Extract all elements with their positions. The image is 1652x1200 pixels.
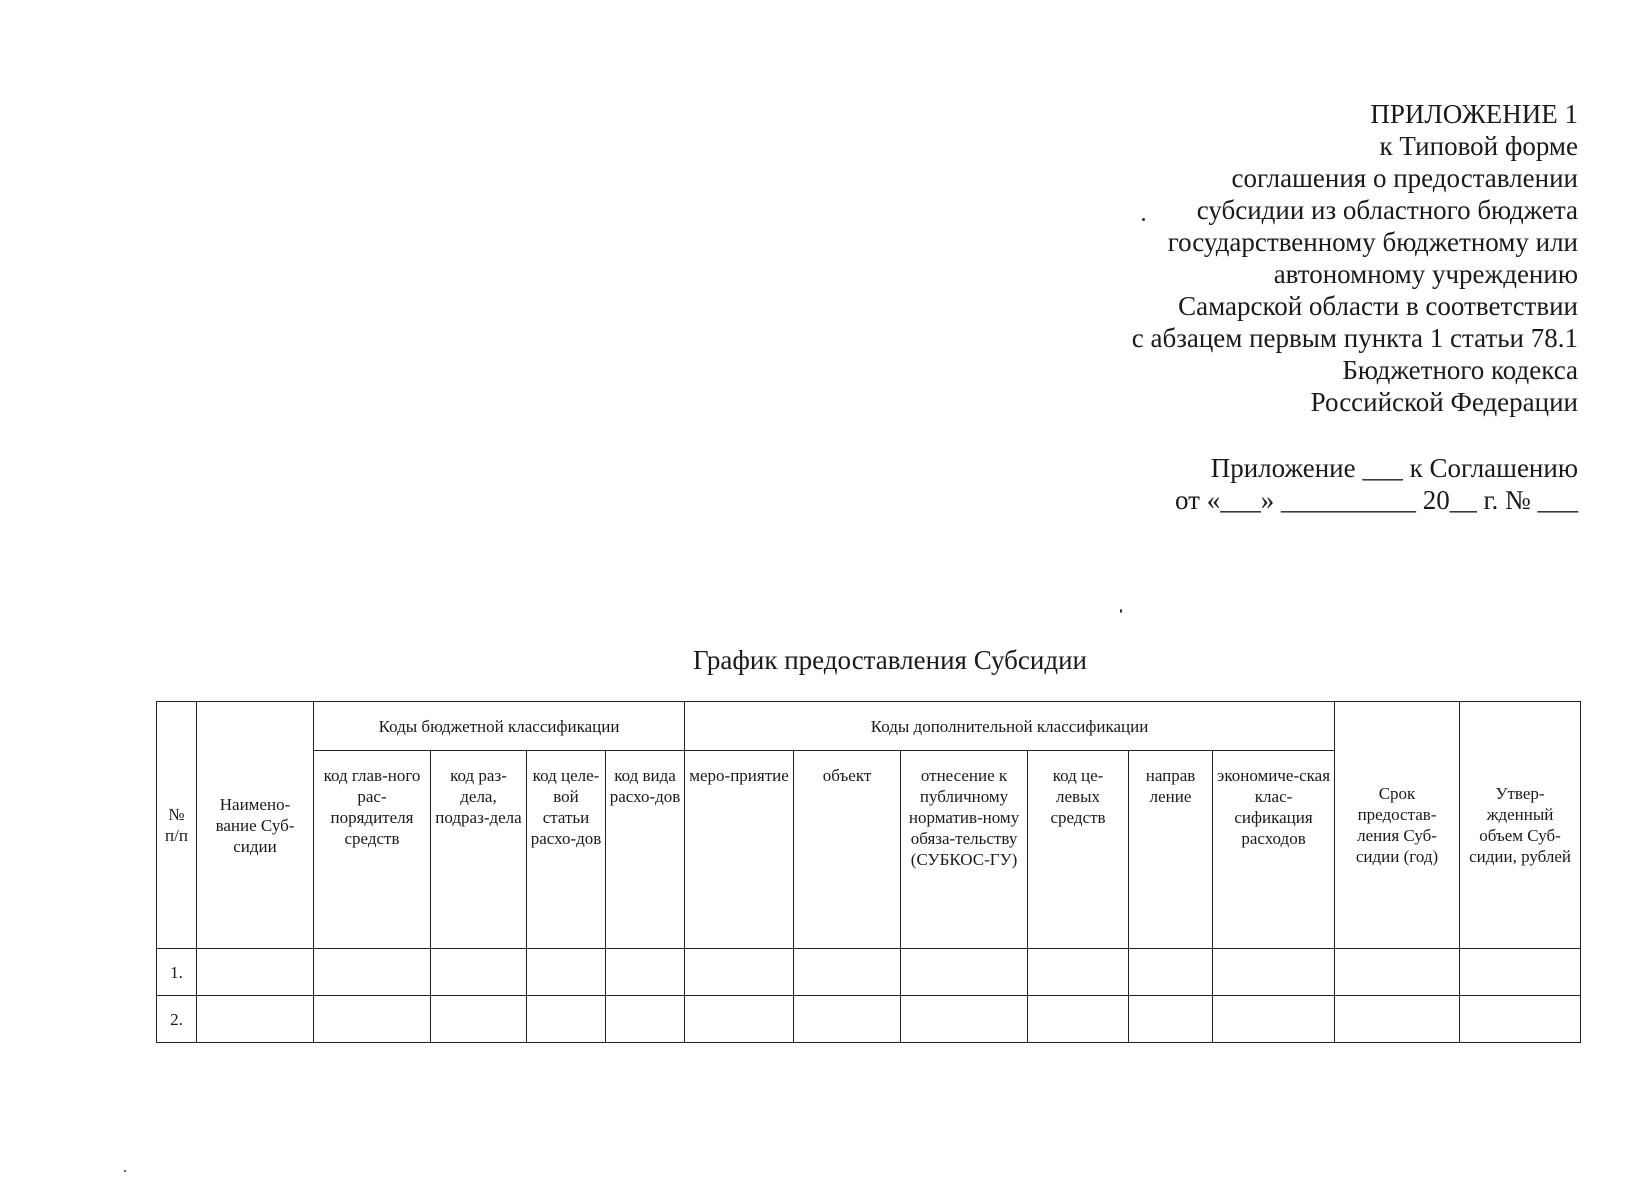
table-cell <box>1335 949 1460 996</box>
budget-codes-group-header: Коды бюджетной классификации <box>314 702 685 751</box>
appendix-header-line: государственному бюджетному или <box>1167 227 1578 257</box>
table-cell <box>794 949 901 996</box>
table-cell <box>606 949 685 996</box>
table-cell <box>314 949 431 996</box>
table-row <box>157 996 1581 1043</box>
column-direction-header: направ ление <box>1129 751 1213 949</box>
table-cell <box>1028 949 1129 996</box>
appendix-header-line: субсидии из областного бюджета <box>1196 195 1578 225</box>
table-cell <box>431 996 527 1043</box>
table-cell <box>901 996 1028 1043</box>
column-amount-header: Утвер-жденный объем Суб-сидии, рублей <box>1460 702 1581 949</box>
table-cell <box>197 996 314 1043</box>
table-row <box>157 949 1581 996</box>
column-public-obligation-header: отнесение к публичному норматив-ному обяза-тельству (СУБКОС-ГУ) <box>901 751 1028 949</box>
agreement-reference-line: Приложение ___ к Соглашению <box>1210 453 1578 483</box>
appendix-heading: ПРИЛОЖЕНИЕ 1 <box>1370 99 1578 129</box>
column-number-header: № п/п <box>157 702 197 949</box>
table-cell <box>527 949 606 996</box>
table-cell <box>1129 996 1213 1043</box>
appendix-header-line: Самарской области в соответствии <box>1178 291 1578 321</box>
document-title: График предоставления Субсидии <box>693 645 1087 675</box>
appendix-header-line: соглашения о предоставлении <box>1231 163 1578 193</box>
table-cell <box>527 996 606 1043</box>
column-economic-classification-header: экономиче-ская клас-сификация расходов <box>1213 751 1335 949</box>
column-term-header: Срок предостав-ления Суб-сидии (год) <box>1335 702 1460 949</box>
scan-speck <box>124 1170 126 1172</box>
additional-codes-group-header: Коды дополнительной классификации <box>685 702 1335 751</box>
appendix-header-line: к Типовой форме <box>1379 131 1578 161</box>
column-section-code-header: код раз-дела, подраз-дела <box>431 751 527 949</box>
table-cell <box>901 949 1028 996</box>
appendix-header <box>1132 98 1578 418</box>
table-cell <box>1129 949 1213 996</box>
scan-speck <box>1120 609 1122 613</box>
table-cell <box>431 949 527 996</box>
appendix-header-line: Бюджетного кодекса <box>1342 355 1578 385</box>
table-cell <box>606 996 685 1043</box>
column-target-funds-code-header: код це-левых средств <box>1028 751 1129 949</box>
table-cell <box>1213 996 1335 1043</box>
column-target-item-code-header: код целе-вой статьи расхо-дов <box>527 751 606 949</box>
column-main-manager-code-header: код глав-ного рас-порядителя средств <box>314 751 431 949</box>
table-cell <box>1213 949 1335 996</box>
scan-speck <box>1142 218 1145 221</box>
table-cell <box>314 996 431 1043</box>
table-cell <box>794 996 901 1043</box>
table-cell <box>197 949 314 996</box>
table-cell <box>685 996 794 1043</box>
appendix-header-line: с абзацем первым пункта 1 статьи 78.1 <box>1131 323 1578 353</box>
column-subsidy-name-header: Наимено-вание Суб-сидии <box>197 702 314 949</box>
appendix-header-line: Российской Федерации <box>1310 387 1578 417</box>
row-number-cell: 2. <box>157 996 197 1043</box>
agreement-date-line: от «___» __________ 20__ г. № ___ <box>1175 485 1578 515</box>
table-cell <box>1460 949 1581 996</box>
table-cell <box>1028 996 1129 1043</box>
table-cell <box>1460 996 1581 1043</box>
appendix-header-line: автономному учреждению <box>1273 259 1578 289</box>
column-measure-header: меро-приятие <box>685 751 794 949</box>
table-cell <box>685 949 794 996</box>
row-number-cell: 1. <box>157 949 197 996</box>
column-expense-type-code-header: код вида расхо-дов <box>606 751 685 949</box>
agreement-reference <box>1175 452 1578 516</box>
column-object-header: объект <box>794 751 901 949</box>
subsidy-schedule-table <box>156 701 1581 1043</box>
table-cell <box>1335 996 1460 1043</box>
